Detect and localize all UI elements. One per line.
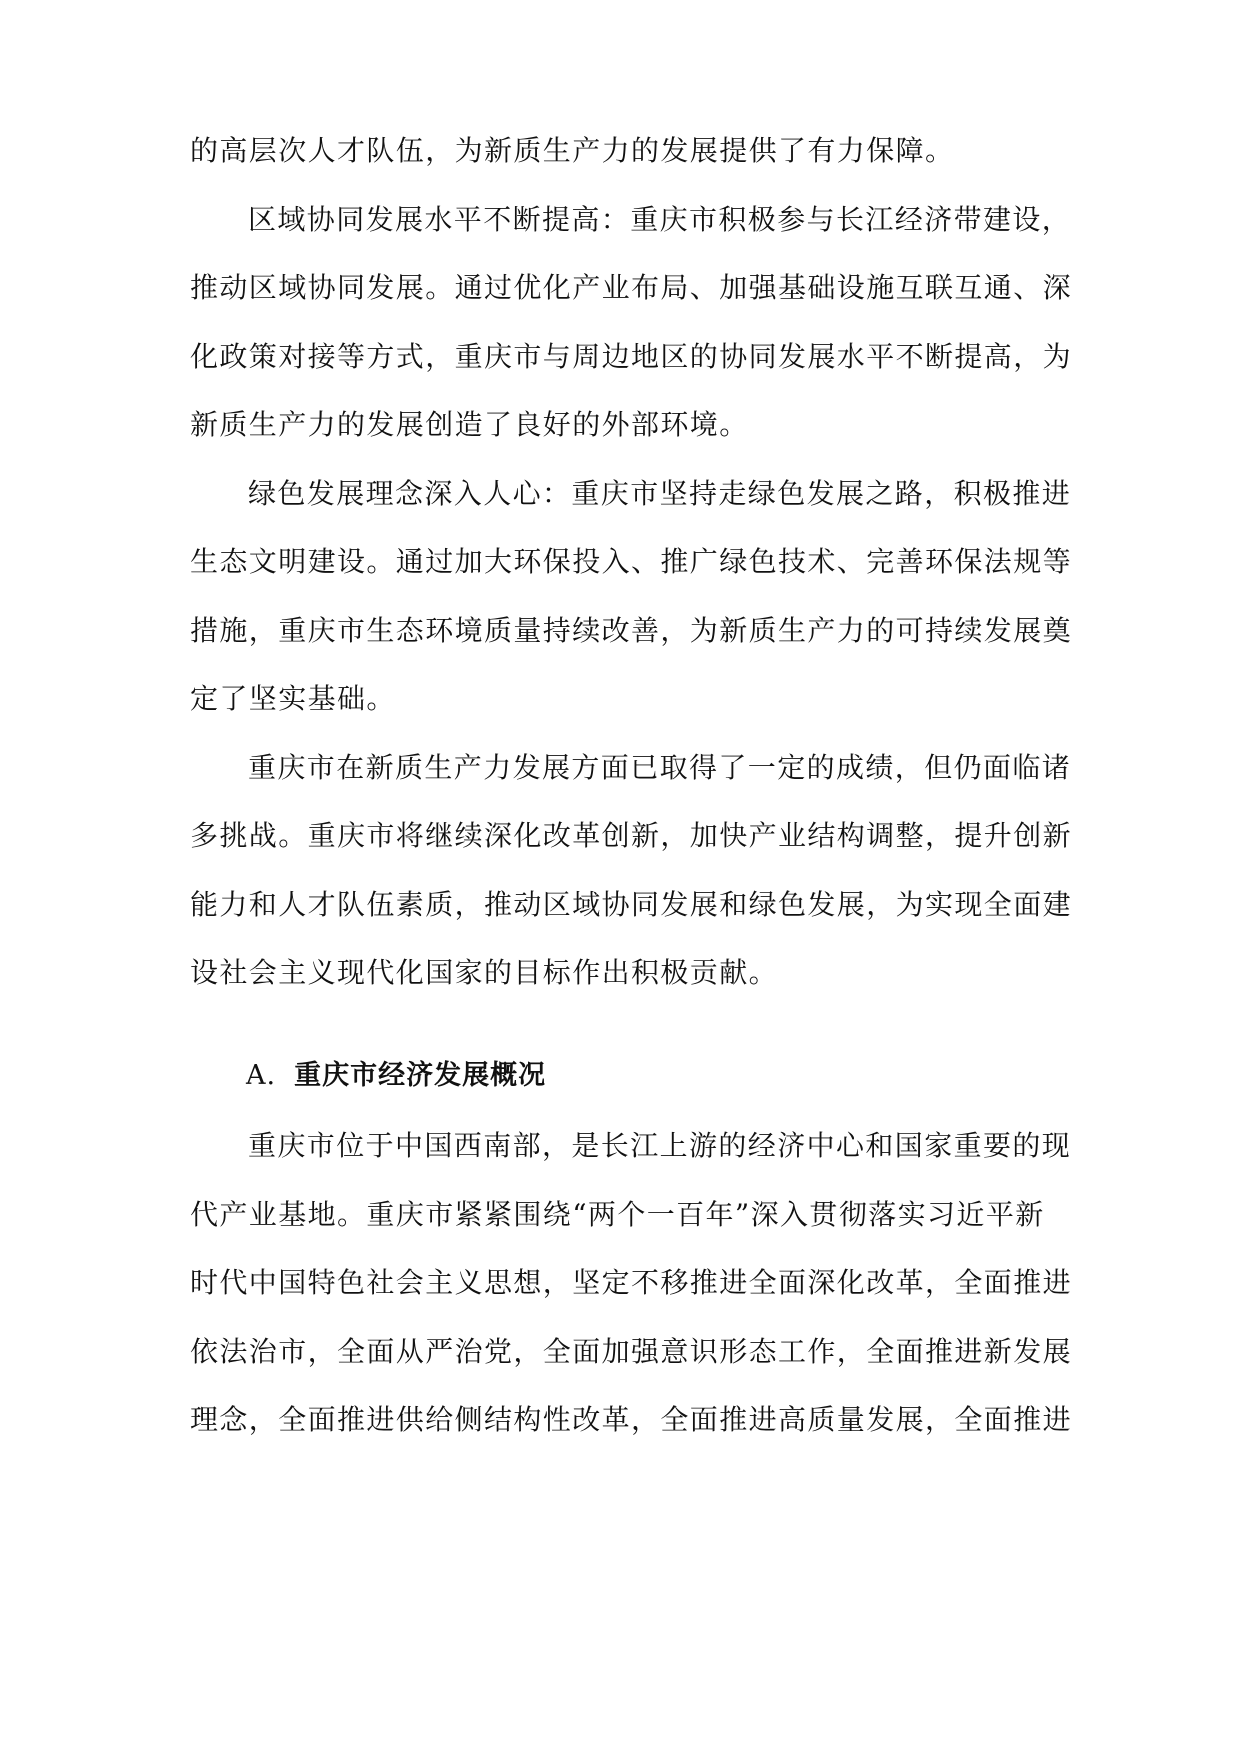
text-line: 的高层次人才队伍，为新质生产力的发展提供了有力保障。 bbox=[190, 134, 955, 167]
text-line: 理念，全面推进供给侧结构性改革，全面推进高质量发展，全面推进 bbox=[190, 1403, 1073, 1436]
text-line: 推动区域协同发展。通过优化产业布局、加强基础设施互联互通、深 bbox=[190, 271, 1073, 304]
text-line: 重庆市在新质生产力发展方面已取得了一定的成绩，但仍面临诸 bbox=[248, 751, 1072, 784]
text-line: 设社会主义现代化国家的目标作出积极贡献。 bbox=[190, 956, 779, 989]
text-line: 化政策对接等方式，重庆市与周边地区的协同发展水平不断提高，为 bbox=[190, 340, 1073, 373]
text-line: 重庆市位于中国西南部，是长江上游的经济中心和国家重要的现 bbox=[248, 1129, 1072, 1162]
section-heading bbox=[246, 1056, 546, 1096]
text-line: 多挑战。重庆市将继续深化改革创新，加快产业结构调整，提升创新 bbox=[190, 819, 1073, 852]
text-line: 新质生产力的发展创造了良好的外部环境。 bbox=[190, 408, 749, 441]
section-heading-title: 重庆市经济发展概况 bbox=[294, 1060, 547, 1091]
text-line: 措施，重庆市生态环境质量持续改善，为新质生产力的可持续发展奠 bbox=[190, 614, 1073, 647]
text-line: 时代中国特色社会主义思想，坚定不移推进全面深化改革，全面推进 bbox=[190, 1266, 1073, 1299]
text-line: 生态文明建设。通过加大环保投入、推广绿色技术、完善环保法规等 bbox=[190, 545, 1073, 578]
section-heading-marker: A. bbox=[246, 1060, 277, 1091]
text-line: 能力和人才队伍素质，推动区域协同发展和绿色发展，为实现全面建 bbox=[190, 888, 1073, 921]
text-line: 绿色发展理念深入人心：重庆市坚持走绿色发展之路，积极推进 bbox=[248, 477, 1072, 510]
text-line: 定了坚实基础。 bbox=[190, 682, 396, 715]
text-line: 代产业基地。重庆市紧紧围绕“两个一百年”深入贯彻落实习近平新 bbox=[190, 1198, 1045, 1231]
text-line: 依法治市，全面从严治党，全面加强意识形态工作，全面推进新发展 bbox=[190, 1335, 1073, 1368]
text-line: 区域协同发展水平不断提高：重庆市积极参与长江经济带建设， bbox=[248, 203, 1072, 236]
